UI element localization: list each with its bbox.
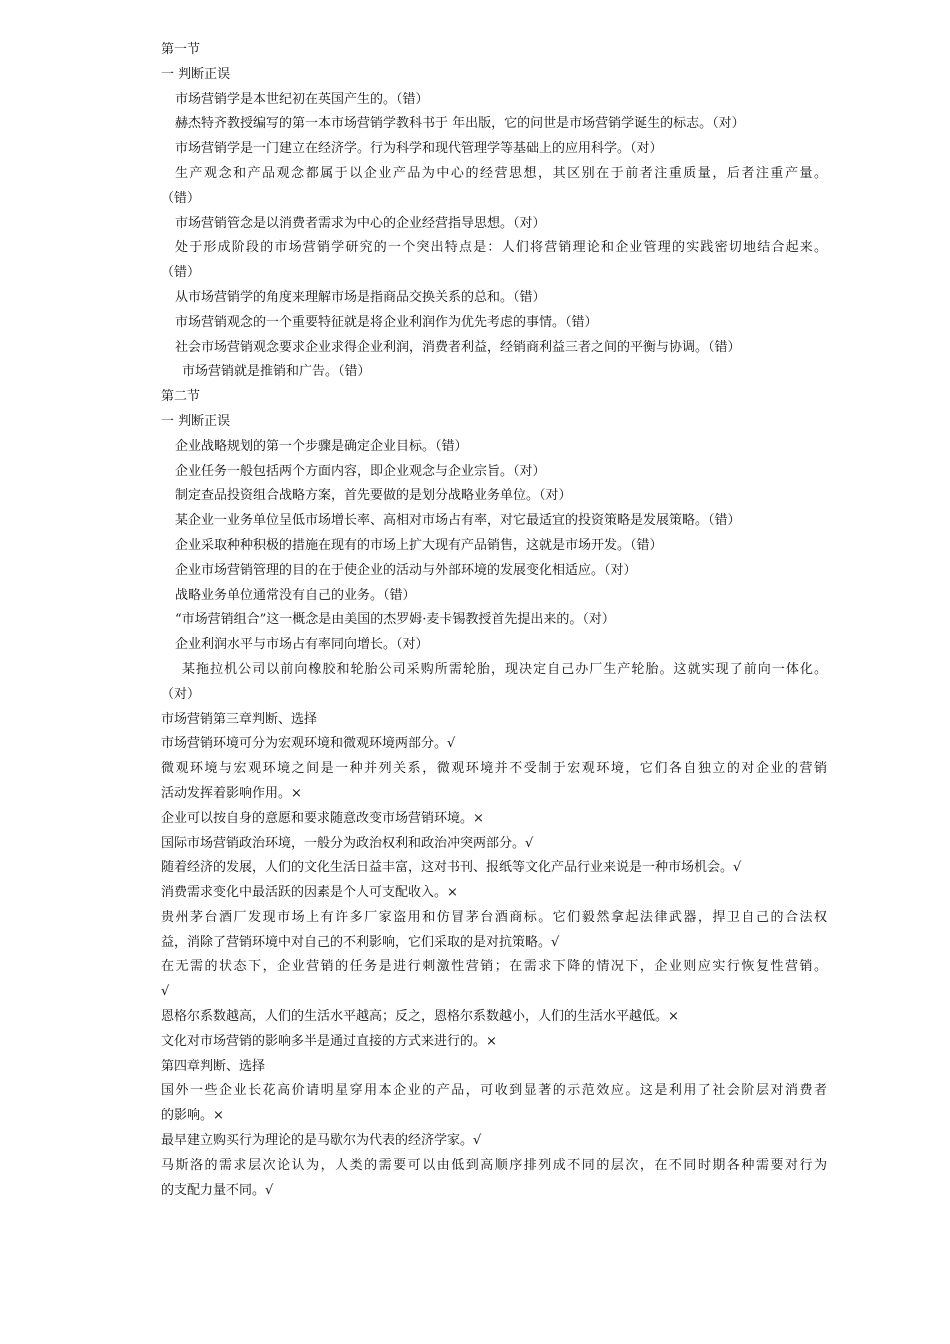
s2-item-6: 企业市场营销管理的目的在于使企业的活动与外部环境的发展变化相适应。（对）: [175, 562, 637, 578]
s1-item-10: 市场营销就是推销和广告。（错）: [182, 364, 371, 380]
section2-heading: 第二节: [161, 389, 201, 405]
chapter3-heading: 市场营销第三章判断、选择: [161, 711, 318, 727]
c3-item-2: 微观环境与宏观环境之间是一种并列关系，微观环境并不受制于宏观环境，它们各自独立的对企业的营销: [161, 761, 827, 777]
c4-item-3: 马斯洛的需求层次论认为，人类的需要可以由低到高顺序排列成不同的层次，在不同时期各种需要对行为: [161, 1157, 827, 1173]
c3-item-5: 随着经济的发展，人们的文化生活日益丰富，这对书刊、报纸等文化产品行业来说是一种市场机会。√: [161, 860, 742, 876]
s2-item-10: 某拖拉机公司以前向橡胶和轮胎公司采购所需轮胎，现决定自己办厂生产轮胎。这就实现了前向一体化。: [182, 661, 827, 677]
s1-item-1: 市场营销学是本世纪初在英国产生的。（错）: [175, 91, 429, 107]
s2-item-2: 企业任务一般包括两个方面内容，即企业观念与企业宗旨。（对）: [175, 463, 546, 479]
c3-item-2-cont: 活动发挥着影响作用。×: [161, 785, 302, 801]
s2-item-1: 企业战略规划的第一个步骤是确定企业目标。（错）: [175, 438, 468, 454]
c3-item-6: 消费需求变化中最活跃的因素是个人可支配收入。×: [161, 885, 458, 901]
c4-item-1: 国外一些企业长花高价请明星穿用本企业的产品，可收到显著的示范效应。这是利用了社会阶层对消费者: [161, 1083, 827, 1099]
c4-item-1-cont: 的影响。×: [161, 1108, 224, 1124]
section1-subheading: 一 判断正误: [161, 66, 231, 82]
chapter4-heading: 第四章判断、选择: [161, 1058, 266, 1074]
c3-item-7: 贵州茅台酒厂发现市场上有许多厂家盗用和仿冒茅台酒商标。它们毅然拿起法律武器，捍卫自己的合法权: [161, 909, 827, 925]
s2-item-5: 企业采取种种积极的措施在现有的市场上扩大现有产品销售，这就是市场开发。（错）: [175, 537, 663, 553]
s1-item-4-cont: （错）: [161, 190, 201, 206]
c3-item-3: 企业可以按自身的意愿和要求随意改变市场营销环境。×: [161, 810, 484, 826]
s1-item-8: 市场营销观念的一个重要特征就是将企业利润作为优先考虑的事情。（错）: [175, 314, 598, 330]
s1-item-6: 处于形成阶段的市场营销学研究的一个突出特点是：人们将营销理论和企业管理的实践密切地结合起来。: [175, 240, 827, 256]
s1-item-9: 社会市场营销观念要求企业求得企业利润，消费者利益，经销商利益三者之间的平衡与协调。（错）: [175, 339, 741, 355]
section1-heading: 第一节: [161, 42, 201, 57]
c3-item-7-cont: 益，消除了营销环境中对自己的不利影响，它们采取的是对抗策略。√: [161, 934, 560, 950]
c3-item-8: 在无需的状态下，企业营销的任务是进行刺激性营销；在需求下降的情况下，企业则应实行恢复性营销。: [161, 959, 827, 975]
c3-item-1: 市场营销环境可分为宏观环境和微观环境两部分。√: [161, 736, 456, 752]
c3-item-4: 国际市场营销政治环境，一般分为政治权利和政治冲突两部分。√: [161, 835, 534, 851]
s1-item-6-cont: （错）: [161, 265, 201, 281]
c3-item-9: 恩格尔系数越高，人们的生活水平越高；反之，恩格尔系数越小，人们的生活水平越低。×: [161, 1009, 679, 1025]
s1-item-2: 赫杰特齐教授编写的第一本市场营销学教科书于 年出版，它的问世是市场营销学诞生的标志。（对）: [175, 116, 745, 132]
c4-item-3-cont: 的支配力量不同。√: [161, 1182, 274, 1198]
s2-item-10-cont: （对）: [161, 686, 201, 702]
s2-item-7: 战略业务单位通常没有自己的业务。（错）: [175, 587, 416, 603]
document-page: [0, 38, 950, 1203]
s2-item-3: 制定查品投资组合战略方案，首先要做的是划分战略业务单位。（对）: [175, 488, 572, 504]
c3-item-8-cont: √: [161, 984, 170, 1000]
s1-item-7: 从市场营销学的角度来理解市场是指商品交换关系的总和。（错）: [175, 289, 546, 305]
s2-item-4: 某企业一业务单位呈低市场增长率、高相对市场占有率，对它最适宜的投资策略是发展策略。（错）: [175, 513, 741, 529]
c4-item-2: 最早建立购买行为理论的是马歇尔为代表的经济学家。√: [161, 1133, 482, 1149]
s1-item-4: 生产观念和产品观念都属于以企业产品为中心的经营思想，其区别在于前者注重质量，后者注重产量。: [175, 165, 827, 181]
s1-item-3: 市场营销学是一门建立在经济学。行为科学和现代管理学等基础上的应用科学。（对）: [175, 141, 663, 157]
s2-item-8: “市场营销组合”这一概念是由美国的杰罗姆·麦卡锡教授首先提出来的。（对）: [175, 612, 615, 628]
s1-item-5: 市场营销管念是以消费者需求为中心的企业经营指导思想。（对）: [175, 215, 546, 231]
s2-item-9: 企业利润水平与市场占有率同向增长。（对）: [175, 637, 429, 653]
c3-item-10: 文化对市场营销的影响多半是通过直接的方式来进行的。×: [161, 1033, 497, 1049]
section2-subheading: 一 判断正误: [161, 413, 231, 429]
